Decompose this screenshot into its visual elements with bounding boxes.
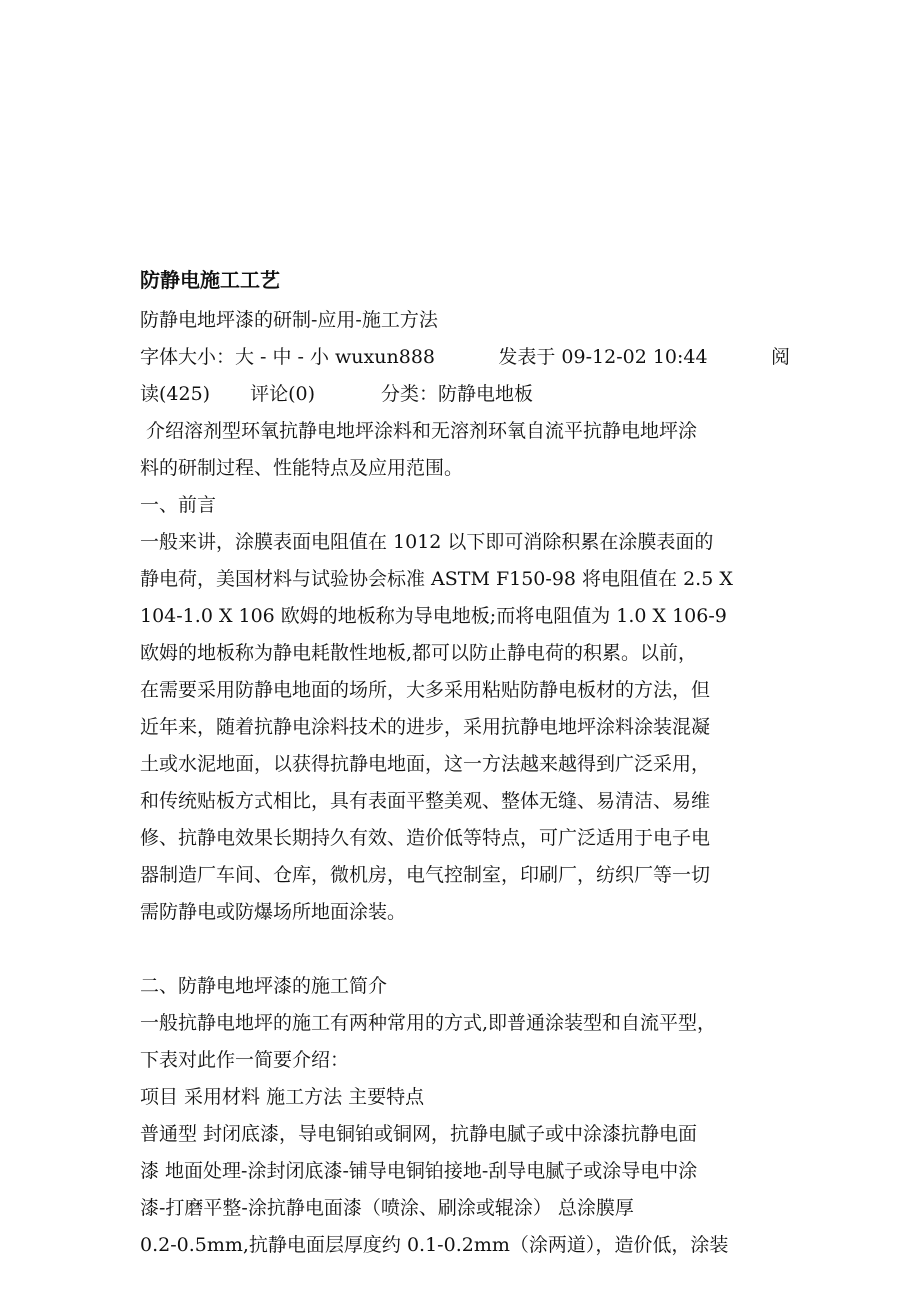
section-heading: 二、防静电地坪漆的施工简介 (140, 975, 388, 997)
paragraph-line: 近年来，随着抗静电涂料技术的进步，采用抗静电地坪涂料涂装混凝 (140, 716, 711, 738)
intro-line: 料的研制过程、性能特点及应用范围。 (140, 457, 464, 479)
paragraph-line: 和传统贴板方式相比，具有表面平整美观、整体无缝、易清洁、易维 (140, 790, 711, 812)
read-count: 读(425) (140, 383, 211, 405)
paragraph-line: 欧姆的地板称为静电耗散性地板,都可以防止静电荷的积累。以前， (140, 642, 698, 664)
paragraph-line: 器制造厂车间、仓库，微机房，电气控制室，印刷厂，纺织厂等一切 (140, 864, 711, 886)
paragraph-line: 一般抗静电地坪的施工有两种常用的方式,即普通涂装型和自流平型， (140, 1012, 717, 1034)
read-count-prefix: 阅 (770, 346, 790, 368)
document-title: 防静电施工工艺 (140, 268, 280, 292)
paragraph-line: 漆-打磨平整-涂抗静电面漆（喷涂、刷涂或辊涂） 总涂膜厚 (140, 1197, 634, 1219)
document-subtitle: 防静电地坪漆的研制-应用-施工方法 (140, 309, 438, 331)
table-header-line: 项目 采用材料 施工方法 主要特点 (140, 1086, 425, 1108)
paragraph-line: 漆 地面处理-涂封闭底漆-铺导电铜铂接地-刮导电腻子或涂导电中涂 (140, 1160, 698, 1182)
paragraph-line: 土或水泥地面，以获得抗静电地面，这一方法越来越得到广泛采用， (140, 753, 711, 775)
document-page (140, 262, 790, 1264)
paragraph-line: 修、抗静电效果长期持久有效、造价低等特点，可广泛适用于电子电 (140, 827, 711, 849)
paragraph-line: 在需要采用防静电地面的场所，大多采用粘贴防静电板材的方法，但 (140, 679, 711, 701)
intro-line: 介绍溶剂型环氧抗静电地坪涂料和无溶剂环氧自流平抗静电地坪涂 (146, 420, 698, 442)
published-date: 发表于 09-12-02 10:44 (498, 346, 708, 368)
blank-line (140, 931, 790, 968)
paragraph-line: 下表对此作一简要介绍： (140, 1049, 350, 1071)
paragraph-line: 普通型 封闭底漆，导电铜铂或铜网，抗静电腻子或中涂漆抗静电面 (140, 1123, 698, 1145)
font-size-label: 字体大小：大 - 中 - 小 wuxun888 (140, 346, 435, 368)
paragraph-line: 0.2-0.5mm,抗静电面层厚度约 0.1-0.2mm（涂两道），造价低，涂装 (140, 1234, 729, 1256)
paragraph-line: 104-1.0 X 106 欧姆的地板称为导电地板;而将电阻值为 1.0 X 106-9 (140, 605, 727, 627)
meta-line-1 (140, 339, 790, 376)
paragraph-line: 需防静电或防爆场所地面涂装。 (140, 901, 407, 923)
category-label: 分类：防静电地板 (381, 383, 534, 405)
section-heading: 一、前言 (140, 494, 217, 516)
comment-count: 评论(0) (250, 383, 316, 405)
paragraph-line: 一般来讲，涂膜表面电阻值在 1012 以下即可消除积累在涂膜表面的 (140, 531, 714, 553)
paragraph-line: 静电荷，美国材料与试验协会标准 ASTM F150-98 将电阻值在 2.5 X (140, 568, 733, 590)
meta-line-2 (140, 376, 790, 413)
